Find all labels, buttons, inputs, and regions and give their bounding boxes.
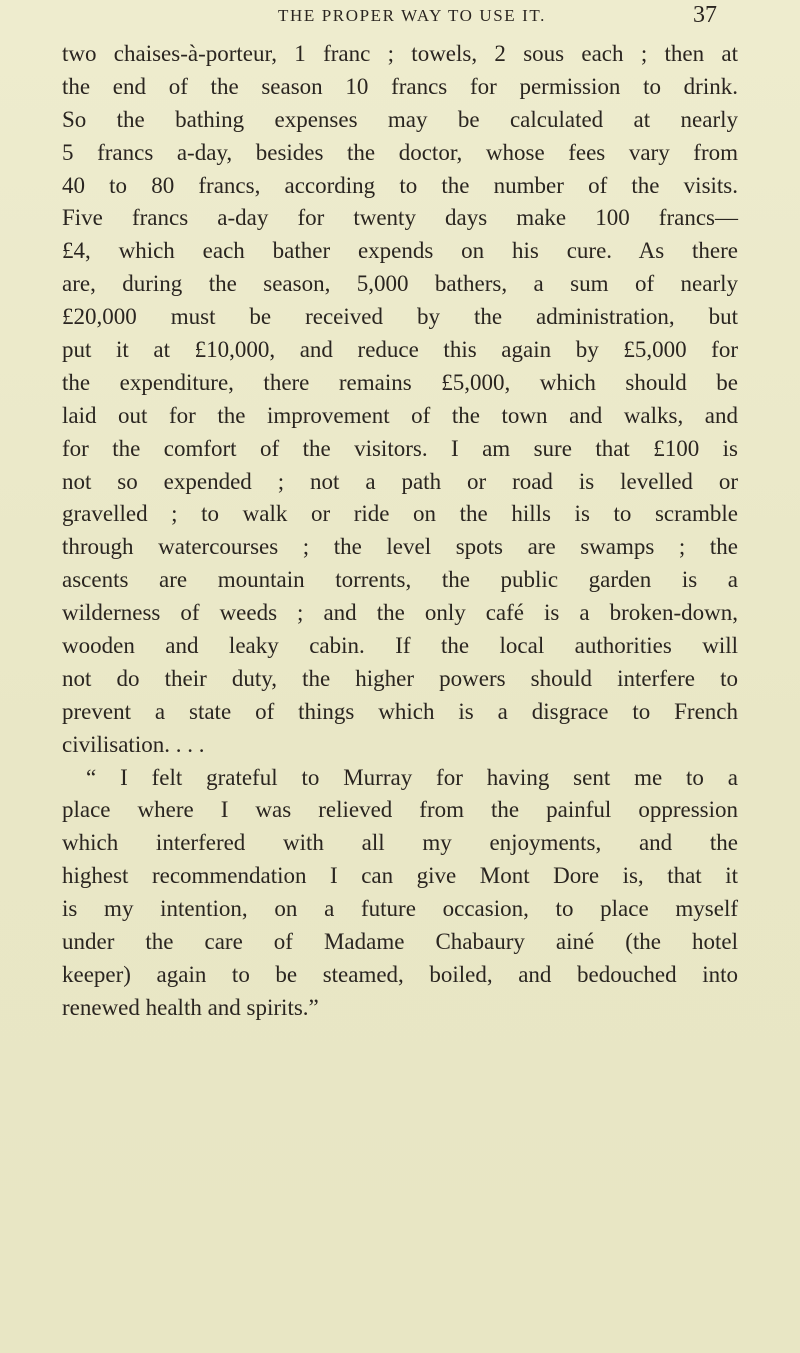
text-line: which interfered with all my enjoyments, and the bbox=[62, 830, 738, 856]
text-line: ascents are mountain torrents, the public garden is a bbox=[62, 567, 738, 593]
text-line: place where I was relieved from the painful oppression bbox=[62, 797, 738, 823]
text-line: two chaises-à-porteur, 1 franc ; towels, 2 sous each ; then at bbox=[62, 41, 738, 66]
text-line: put it at £10,000, and reduce this again by £5,000 for bbox=[62, 337, 738, 363]
text-line: renewed health and spirits.” bbox=[62, 994, 319, 1020]
text-line: 40 to 80 francs, according to the number of the visits. bbox=[62, 172, 738, 198]
body-text bbox=[62, 38, 738, 1025]
text-line: wooden and leaky cabin. If the local authorities will bbox=[62, 633, 738, 659]
text-line: prevent a state of things which is a disgrace to French bbox=[62, 698, 738, 724]
text-line: “ I felt grateful to Murray for having sent me to a bbox=[86, 764, 738, 790]
text-line: under the care of Madame Chabaury ainé (the hotel bbox=[62, 929, 738, 955]
text-line: So the bathing expenses may be calculated at nearly bbox=[62, 106, 738, 132]
text-line: keeper) again to be steamed, boiled, and bedouched into bbox=[62, 961, 738, 987]
text-line: highest recommendation I can give Mont Dore is, that it bbox=[62, 863, 738, 889]
text-line: £20,000 must be received by the administration, but bbox=[62, 304, 738, 330]
running-head bbox=[0, 2, 800, 36]
text-line: gravelled ; to walk or ride on the hills is to scramble bbox=[62, 501, 738, 527]
text-line: through watercourses ; the level spots are swamps ; the bbox=[62, 534, 738, 560]
text-line: wilderness of weeds ; and the only café is a broken-down, bbox=[62, 600, 738, 626]
text-line: not do their duty, the higher powers should interfere to bbox=[62, 665, 738, 691]
text-line: not so expended ; not a path or road is levelled or bbox=[62, 468, 738, 494]
text-line: £4, which each bather expends on his cure. As there bbox=[62, 238, 738, 264]
text-line: Five francs a-day for twenty days make 100 francs— bbox=[62, 205, 738, 231]
text-line: civilisation. . . . bbox=[62, 731, 205, 757]
text-line: the expenditure, there remains £5,000, which should be bbox=[62, 369, 738, 395]
text-line: are, during the season, 5,000 bathers, a sum of nearly bbox=[62, 271, 738, 297]
text-line: 5 francs a-day, besides the doctor, whose fees vary from bbox=[62, 139, 738, 165]
text-line: for the comfort of the visitors. I am sure that £100 is bbox=[62, 435, 738, 461]
page-number: 37 bbox=[693, 2, 717, 28]
text-line: laid out for the improvement of the town and walks, and bbox=[62, 402, 738, 428]
text-line: the end of the season 10 francs for permission to drink. bbox=[62, 73, 738, 99]
running-head-title: THE PROPER WAY TO USE IT. bbox=[278, 6, 546, 25]
text-line: is my intention, on a future occasion, to place myself bbox=[62, 896, 738, 922]
